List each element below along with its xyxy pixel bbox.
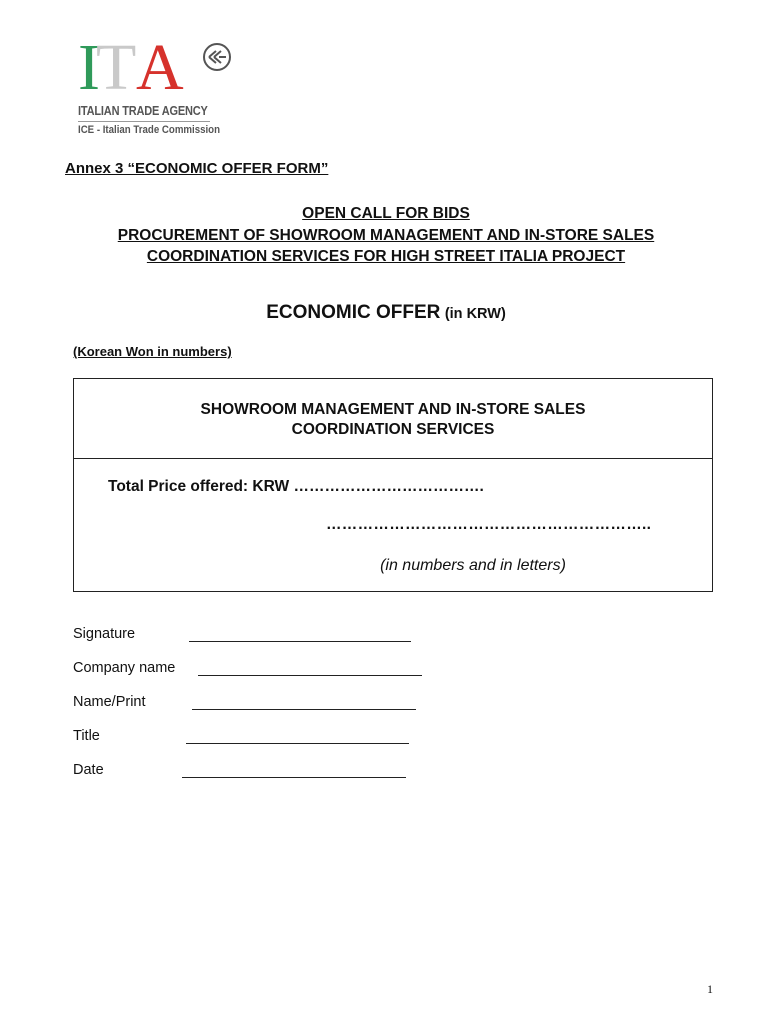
- call-heading: OPEN CALL FOR BIDS: [302, 205, 470, 222]
- offer-title-unit: (in KRW): [444, 306, 506, 322]
- date-field[interactable]: [182, 777, 406, 778]
- name-print-field[interactable]: [192, 709, 416, 710]
- service-line-1: SHOWROOM MANAGEMENT AND IN-STORE SALES: [200, 401, 586, 418]
- offer-title-main: ECONOMIC OFFER: [266, 302, 441, 323]
- logo-letter-a: A: [136, 31, 184, 104]
- logo-letter-t: T: [96, 31, 137, 104]
- logo-letter-i: I: [78, 31, 100, 104]
- name-print-label: Name/Print: [73, 694, 146, 710]
- ice-subtitle: ICE - Italian Trade Commission: [78, 124, 221, 136]
- service-line-2: COORDINATION SERVICES: [291, 421, 495, 438]
- page-number: 1: [707, 982, 713, 996]
- procurement-line-1: PROCUREMENT OF SHOWROOM MANAGEMENT AND IN-STORE SALES: [117, 227, 655, 244]
- company-name-label: Company name: [73, 660, 176, 676]
- procurement-line-2: COORDINATION SERVICES FOR HIGH STREET ITALIA PROJECT: [146, 248, 626, 265]
- agency-name: ITALIAN TRADE AGENCY: [78, 104, 208, 118]
- signature-field[interactable]: [189, 641, 411, 642]
- company-name-field[interactable]: [198, 675, 422, 676]
- price-continuation-field[interactable]: ……………………………………………………..: [326, 516, 652, 533]
- offer-title: [40, 302, 732, 324]
- numbers-letters-note: (in numbers and in letters): [380, 557, 566, 574]
- ita-logo: [78, 31, 248, 138]
- signature-label: Signature: [73, 626, 136, 642]
- offer-box: [73, 378, 713, 592]
- date-label: Date: [73, 762, 104, 778]
- korean-won-note: (Korean Won in numbers): [73, 344, 232, 359]
- total-price-field[interactable]: Total Price offered: KRW ……………………………….: [108, 478, 484, 495]
- logo-divider: [78, 121, 210, 122]
- procurement-heading: [40, 225, 732, 267]
- offer-box-header: [74, 379, 712, 459]
- annex-title: Annex 3 “ECONOMIC OFFER FORM”: [65, 160, 329, 177]
- title-field[interactable]: [186, 743, 409, 744]
- ice-swoosh-icon: [202, 42, 232, 72]
- title-label: Title: [73, 728, 100, 744]
